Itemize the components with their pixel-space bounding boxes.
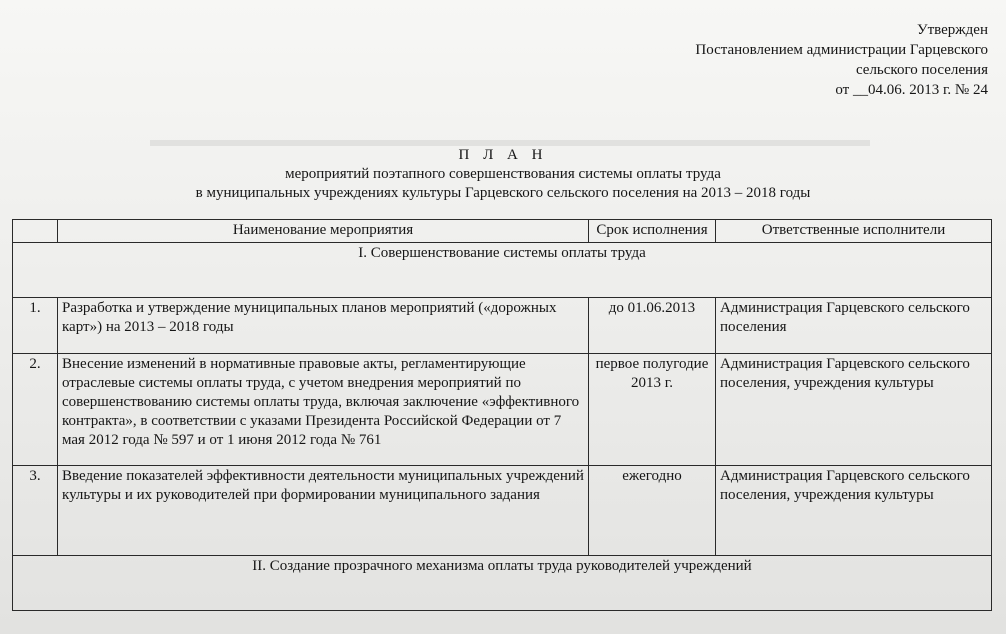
approval-stamp xyxy=(695,20,988,100)
table-row xyxy=(13,466,992,556)
section-title-2: II. Создание прозрачного механизма оплаты труда руководителей учреждений xyxy=(13,556,992,611)
document-title xyxy=(0,146,1006,203)
plan-table xyxy=(12,219,992,611)
section-row-1 xyxy=(13,243,992,298)
header-number xyxy=(13,220,58,243)
title-subtitle-1: мероприятий поэтапного совершенствования системы оплаты труда xyxy=(285,166,721,182)
row-name: Внесение изменений в нормативные правовые акты, регламентирующие отраслевые системы оплаты труда, с учетом внедрения мероприятий по совершенствованию системы оплаты труда, включая заключение «эффективного контракта», в соответствии с указами Президента Российской Федерации от 7 мая 2012 года № 597 и от 1 июня 2012 года № 761 xyxy=(58,354,589,466)
approval-line-1: Утвержден xyxy=(916,22,988,38)
approval-line-2: Постановлением администрации Гарцевского xyxy=(695,42,988,58)
row-responsible: Администрация Гарцевского сельского поселения, учреждения культуры xyxy=(716,466,992,556)
table-row xyxy=(13,298,992,354)
row-term: первое полугодие 2013 г. xyxy=(589,354,716,466)
header-name: Наименование мероприятия xyxy=(58,220,589,243)
row-number: 2. xyxy=(13,354,58,466)
row-name: Разработка и утверждение муниципальных планов мероприятий («дорожных карт») на 2013 – 2018 годы xyxy=(58,298,589,354)
row-term: ежегодно xyxy=(589,466,716,556)
section-row-2 xyxy=(13,556,992,611)
header-term: Срок исполнения xyxy=(589,220,716,243)
table-row xyxy=(13,354,992,466)
row-term: до 01.06.2013 xyxy=(589,298,716,354)
title-subtitle-2: в муниципальных учреждениях культуры Гарцевского сельского поселения на 2013 – 2018 годы xyxy=(195,185,811,201)
approval-line-3: сельского поселения xyxy=(855,62,988,78)
title-plan: П Л А Н xyxy=(458,147,548,163)
row-number: 3. xyxy=(13,466,58,556)
approval-line-4: от __04.06. 2013 г. № 24 xyxy=(835,82,988,98)
section-title-1: I. Совершенствование системы оплаты труда xyxy=(13,243,992,298)
row-name: Введение показателей эффективности деятельности муниципальных учреждений культуры и их руководителей при формировании муниципального задания xyxy=(58,466,589,556)
row-number: 1. xyxy=(13,298,58,354)
table-header-row xyxy=(13,220,992,243)
row-responsible: Администрация Гарцевского сельского поселения, учреждения культуры xyxy=(716,354,992,466)
row-responsible: Администрация Гарцевского сельского поселения xyxy=(716,298,992,354)
header-responsible: Ответственные исполнители xyxy=(716,220,992,243)
